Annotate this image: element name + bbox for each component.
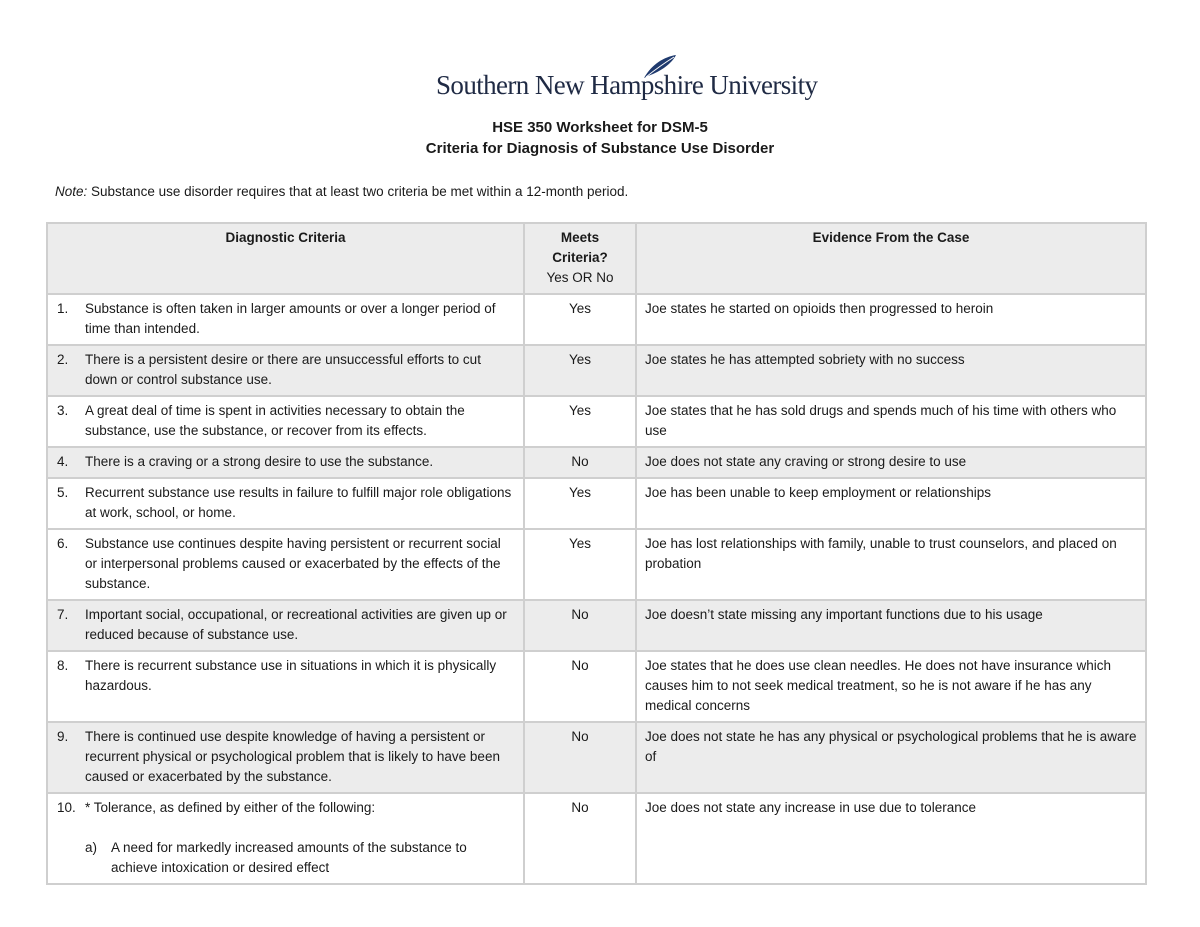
meets-cell: No bbox=[524, 793, 636, 884]
evidence-cell: Joe does not state he has any physical or psychological problems that he is aware of bbox=[636, 722, 1146, 793]
criterion-cell bbox=[47, 651, 524, 722]
criterion-text: There is a persistent desire or there are unsuccessful efforts to cut down or control substance use. bbox=[85, 352, 481, 387]
meets-cell: No bbox=[524, 600, 636, 651]
logo-wordmark: Southern New Hampshire University bbox=[436, 70, 818, 100]
meets-cell: Yes bbox=[524, 478, 636, 529]
meets-cell: No bbox=[524, 722, 636, 793]
criterion-number: 7. bbox=[57, 607, 69, 622]
header-evidence: Evidence From the Case bbox=[636, 223, 1146, 294]
evidence-cell: Joe does not state any craving or strong desire to use bbox=[636, 447, 1146, 478]
table-header-row bbox=[47, 223, 1146, 294]
criterion-number: 3. bbox=[57, 403, 69, 418]
table-row bbox=[47, 793, 1146, 884]
criterion-text: Recurrent substance use results in failure to fulfill major role obligations at work, school, or home. bbox=[85, 485, 512, 520]
criterion-number: 1. bbox=[57, 301, 69, 316]
evidence-cell: Joe doesn’t state missing any important functions due to his usage bbox=[636, 600, 1146, 651]
criterion-cell bbox=[47, 793, 524, 884]
criterion-number: 4. bbox=[57, 454, 69, 469]
table-row bbox=[47, 529, 1146, 600]
note bbox=[55, 184, 628, 199]
criterion-cell bbox=[47, 345, 524, 396]
quill-leaf-icon bbox=[642, 54, 678, 80]
sub-criterion-text: A need for markedly increased amounts of the substance to achieve intoxication or desired effect bbox=[111, 840, 467, 875]
sub-criterion-letter: a) bbox=[85, 840, 98, 855]
criterion-cell bbox=[47, 600, 524, 651]
meets-cell: Yes bbox=[524, 529, 636, 600]
criterion-text: There is a craving or a strong desire to use the substance. bbox=[85, 454, 434, 469]
evidence-cell: Joe has lost relationships with family, unable to trust counselors, and placed on probation bbox=[636, 529, 1146, 600]
criterion-text: There is recurrent substance use in situations in which it is physically hazardous. bbox=[85, 658, 497, 693]
university-logo bbox=[436, 56, 818, 106]
meets-cell: Yes bbox=[524, 345, 636, 396]
criteria-table bbox=[46, 222, 1147, 885]
title-line-2: Criteria for Diagnosis of Substance Use Disorder bbox=[425, 140, 775, 157]
criterion-number: 2. bbox=[57, 352, 69, 367]
table-row bbox=[47, 651, 1146, 722]
criterion-text: Substance use continues despite having persistent or recurrent social or interpersonal problems caused or exacerbated by the effects of the substance. bbox=[85, 536, 501, 591]
criterion-cell bbox=[47, 478, 524, 529]
evidence-cell: Joe states that he has sold drugs and spends much of his time with others who use bbox=[636, 396, 1146, 447]
criterion-number: 8. bbox=[57, 658, 69, 673]
criterion-cell bbox=[47, 396, 524, 447]
criterion-cell bbox=[47, 722, 524, 793]
criterion-text: Important social, occupational, or recreational activities are given up or reduced because of substance use. bbox=[85, 607, 507, 642]
meets-cell: Yes bbox=[524, 294, 636, 345]
criterion-text: * Tolerance, as defined by either of the following: bbox=[85, 800, 376, 815]
table-row bbox=[47, 722, 1146, 793]
header-diagnostic-criteria: Diagnostic Criteria bbox=[47, 223, 524, 294]
criterion-number: 6. bbox=[57, 536, 69, 551]
criterion-text: Substance is often taken in larger amounts or over a longer period of time than intended. bbox=[85, 301, 496, 336]
meets-cell: No bbox=[524, 651, 636, 722]
header-meets-line2: Criteria? bbox=[552, 250, 608, 265]
sub-criterion bbox=[85, 838, 515, 878]
worksheet-title bbox=[0, 117, 1200, 159]
criterion-number: 10. bbox=[57, 800, 76, 815]
table-row bbox=[47, 600, 1146, 651]
note-text: Substance use disorder requires that at least two criteria be met within a 12-month period. bbox=[87, 184, 629, 199]
evidence-cell: Joe has been unable to keep employment or relationships bbox=[636, 478, 1146, 529]
header-meets-line1: Meets bbox=[560, 230, 600, 245]
criterion-number: 5. bbox=[57, 485, 69, 500]
header-meets-criteria bbox=[524, 223, 636, 294]
criterion-cell bbox=[47, 447, 524, 478]
evidence-cell: Joe states that he does use clean needles. He does not have insurance which causes him to not seek medical treatment, so he is not aware if he has any medical concerns bbox=[636, 651, 1146, 722]
table-row bbox=[47, 294, 1146, 345]
table-row bbox=[47, 345, 1146, 396]
evidence-cell: Joe does not state any increase in use due to tolerance bbox=[636, 793, 1146, 884]
evidence-cell: Joe states he started on opioids then progressed to heroin bbox=[636, 294, 1146, 345]
criterion-cell bbox=[47, 529, 524, 600]
table-row bbox=[47, 396, 1146, 447]
meets-cell: No bbox=[524, 447, 636, 478]
meets-cell: Yes bbox=[524, 396, 636, 447]
table-row bbox=[47, 447, 1146, 478]
title-line-1: HSE 350 Worksheet for DSM-5 bbox=[492, 119, 708, 136]
note-label: Note: bbox=[55, 184, 88, 199]
table-row bbox=[47, 478, 1146, 529]
criterion-text: A great deal of time is spent in activities necessary to obtain the substance, use the substance, or recover from its effects. bbox=[85, 403, 465, 438]
header-meets-sub: Yes OR No bbox=[546, 270, 614, 285]
criterion-cell bbox=[47, 294, 524, 345]
evidence-cell: Joe states he has attempted sobriety with no success bbox=[636, 345, 1146, 396]
criterion-text: There is continued use despite knowledge of having a persistent or recurrent physical or psychological problem that is likely to have been caused or exacerbated by the substance. bbox=[85, 729, 500, 784]
criterion-number: 9. bbox=[57, 729, 69, 744]
